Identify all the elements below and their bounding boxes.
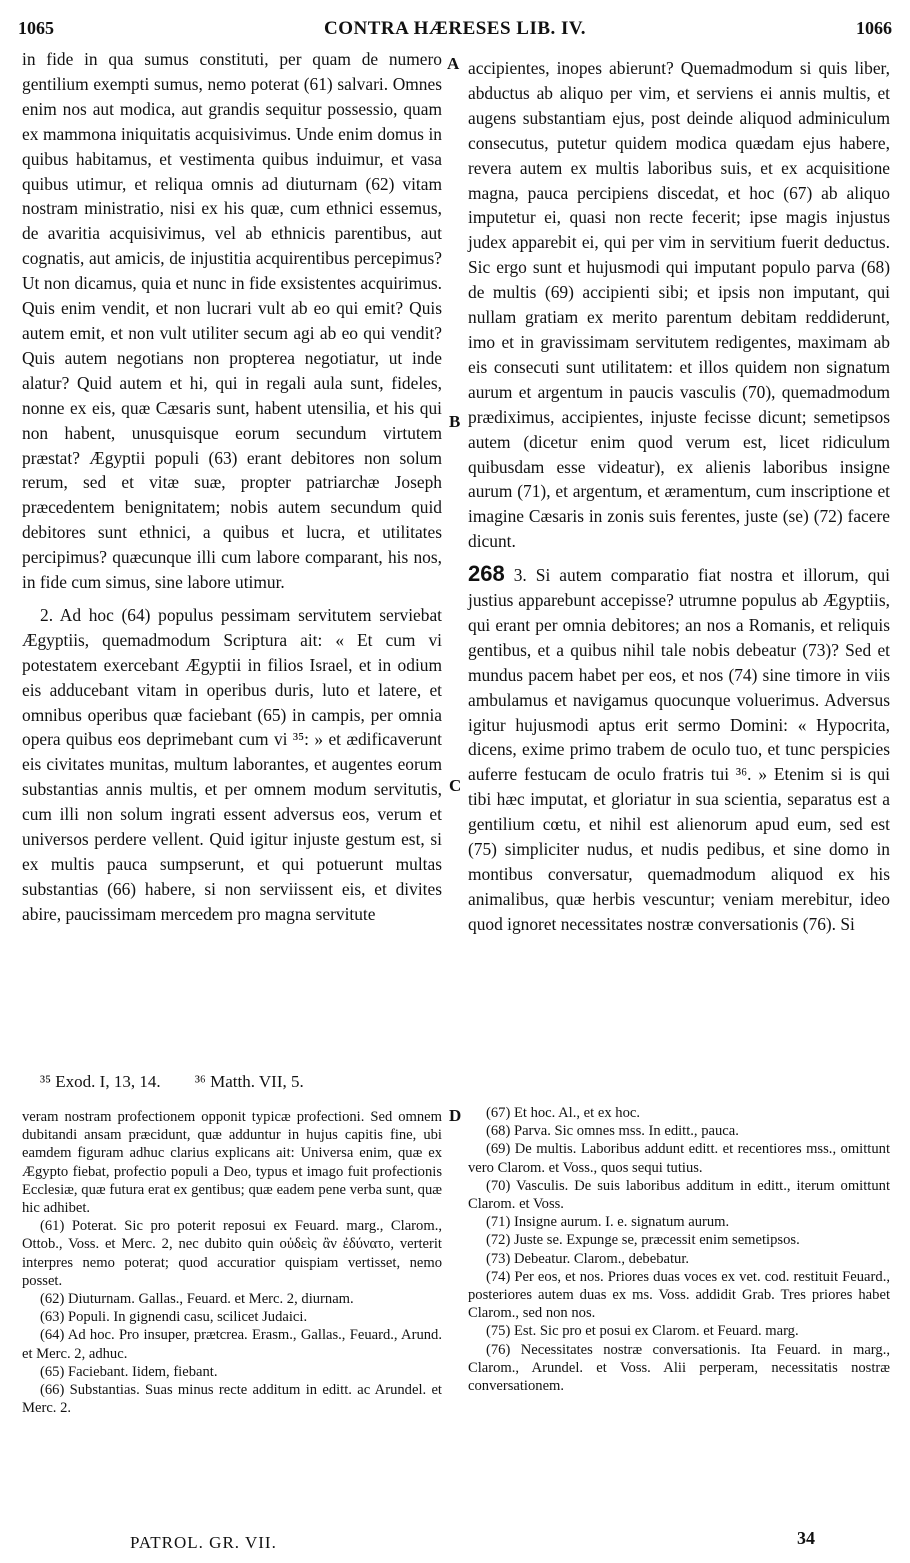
footer-signature-number: 34 bbox=[797, 1528, 815, 1548]
margin-letter-a: A bbox=[447, 54, 460, 73]
note-73: (73) Debeatur. Clarom., debebatur. bbox=[486, 1250, 690, 1267]
note-69: (69) De multis. Laboribus addunt editt. et recentiores mss., omittunt vero Clarom. et Voss., quos sequi tutius. bbox=[468, 1141, 890, 1176]
note-75: (75) Est. Sic pro et posui ex Clarom. et Feuard. marg. bbox=[486, 1323, 799, 1340]
note-65: (65) Faciebant. Iidem, fiebant. bbox=[40, 1363, 218, 1380]
note-continuation: veram nostram profectionem opponit typicæ profectioni. Sed omnem dubitandi ansam præcidunt, quæ adduntur in hujus capitis fine, ubi eamdem figuram adhuc clarius explicans ait: Universa enim, quæ ex Ægypto fiebat, profectio populi a Deo, typus et imago fuit profectionis Ecclesiæ, quæ futura erat ex gentibus; quæ eadem pene verba sunt, quæ hic adhibet. bbox=[22, 1109, 442, 1217]
note-71: (71) Insigne aurum. I. e. signatum aurum. bbox=[486, 1214, 730, 1231]
left-paragraph-2: 2. Ad hoc (64) populus pessimam servitutem serviebat Ægyptiis, quemadmodum Scriptura ait: « Et cum vi potestatem exercebant Ægyptii in filios Israel, et in odium eis adducebant vitam in operibus duris, luto et latere, et omnibus operibus quæ faciebant (65) in campis, per omnia opera quibus eos deprimebant cum vi ³⁵: » et ædificaverunt eis civitates munitas, multum laborantes, et augentes eorum substantias annis multis, et per omnem modum servitutis, cum illi non solum ingrati essent adversus eos, verum et universos perdere vellent. Quid igitur injuste gestum est, si ex multis pauca sumpserunt, et qui potuerunt multas substantias (66) habere, si non serviissent eis, et divites abire, paucissimam mercedem pro magna servitute bbox=[22, 604, 442, 924]
note-61: (61) Poterat. Sic pro poterit reposui ex Feuard. marg., Clarom., Ottob., Voss. et Merc. 2, nec dubito quin οὐδεὶς ἂν ἐδύνατο, verterit interpres nemo poterat; quod accuratior quispiam vertisset, nemo posset. bbox=[22, 1218, 442, 1289]
scripture-ref-36: ³⁶ Matth. VII, 5. bbox=[194, 1072, 304, 1091]
note-67: (67) Et hoc. Al., et ex hoc. bbox=[486, 1105, 641, 1121]
note-76: (76) Necessitates nostræ conversationis. Ita Feuard. in marg., Clarom., Arundel. et Voss. Alii perperam, necessitatis nostræ conversationem. bbox=[468, 1341, 890, 1395]
margin-letter-c: C bbox=[449, 776, 462, 795]
left-text-column bbox=[22, 47, 442, 927]
right-text-column bbox=[468, 56, 890, 937]
note-68: (68) Parva. Sic omnes mss. In editt., pauca. bbox=[486, 1123, 739, 1140]
scripture-references bbox=[40, 1072, 334, 1092]
page-number-right: 1066 bbox=[856, 18, 892, 38]
left-paragraph-1: in fide in qua sumus constituti, per quam de numero gentilium exempti sumus, nemo poterat (61) salvari. Omnes enim nos aut modica, aut grandis sequitur possessio, quam ex mammona iniquitatis acquisivimus. Unde enim domus in quibus habitamus, et vestimenta quibus induimur, et vasa quibus utimur, et reliqua omnis ad diuturnam (62) vitam nostram ministratio, nisi ex his quæ, cum ethnici essemus, de avaritia acquisivimus, vel ab ethnicis parentibus, aut cognatis, aut amicis, de injustitia acquirentibus percepimus? Ut non dicamus, quia et nunc in fide exsistentes acquirimus. Quis enim vendit, et non lucrari vult ab eo qui emit? Quis autem emit, et non vult utiliter secum agi ab eo qui vendit? Quis autem negotians non propterea negotiatur, ut inde alatur? Quid autem et hi, qui in regali aula sunt, fideles, nonne ex eis, quæ Cæsaris sunt, habent utensilia, et his qui non habent, unusquisque eorum secundum virtutem præstat? Ægyptii populi (63) erant debitores non solum rerum, sed et vitæ suæ, propter patriarchæ Joseph præcedentem benignitatem; nobis autem secundum quid debitores sunt ethnici, a quibus et lucra, et utilitates percipimus? quæcunque illi cum labore comparant, his nos, in fide cum simus, sine labore utimur. bbox=[22, 49, 442, 593]
note-63: (63) Populi. In gignendi casu, scilicet Judaici. bbox=[40, 1309, 308, 1326]
footer-series-label: PATROL. GR. VII. bbox=[130, 1533, 277, 1552]
note-62: (62) Diuturnam. Gallas., Feuard. et Merc. 2, diurnam. bbox=[40, 1291, 354, 1308]
note-74: (74) Per eos, et nos. Priores duas voces ex vet. cod. restituit Feuard., posteriores autem duas ex ms. Voss. addidit Grab. Tres priores habet Clarom., sed non nos. bbox=[468, 1268, 890, 1322]
page-header bbox=[18, 18, 892, 46]
margin-letter-d: D bbox=[449, 1106, 462, 1125]
column-number-marker: 268 bbox=[468, 561, 505, 587]
note-70: (70) Vasculis. De suis laboribus additum in editt., iterum omittunt Clarom. et Voss. bbox=[468, 1177, 890, 1213]
margin-letter-b: B bbox=[449, 412, 461, 431]
scripture-ref-35: ³⁵ Exod. I, 13, 14. bbox=[40, 1072, 161, 1091]
notes-right-column bbox=[468, 1104, 890, 1395]
right-paragraph-1: accipientes, inopes abierunt? Quemadmodum si quis liber, abductus ab aliquo per vim, et serviens ei annis multis, et augens substantiam ejus, post deinde aliquod adminiculum consecutus, putetur quidem modica quædam ejus habere, revera autem ex multis laboribus suis, et ex acquisitione magna, pauca percipiens discedat, et hoc (67) ab aliquo imputetur ei, quasi non recte fecerit; ipse magis injustus judex apparebit ei, qui per vim in servitium fuerit deductus. Sic ergo sunt et hujusmodi qui imputant populo parva (68) de multis (69) accipienti sibi; et ipsis non imputant, qui nullam gratiam ex merito parentum debitam reddiderunt, imo et in gravissimam servitutem redigentes, maximam ab eis consecuti sunt utilitatem: et illos quidem non signatum aurum et argentum in paucis vasculis (70), quemadmodum prædiximus, accipientes, injuste fecisse dicunt; semetipsos autem (dicetur enim quod verum est, licet ridiculum quibusdam esse videatur), ex alienis laboribus insigne aurum (71), et argentum, et æramentum, cum inscriptione et imagine Cæsaris in zonis suis ferentes, juste (se) (72) facere dicunt. bbox=[468, 58, 890, 552]
running-title: CONTRA HÆRESES LIB. IV. bbox=[324, 18, 586, 39]
page-number-left: 1065 bbox=[18, 18, 54, 38]
note-66: (66) Substantias. Suas minus recte additum in editt. ac Arundel. et Merc. 2. bbox=[22, 1382, 442, 1417]
notes-left-column bbox=[22, 1108, 442, 1417]
note-72: (72) Juste se. Expunge se, præcessit enim semetipsos. bbox=[486, 1232, 800, 1249]
right-paragraph-2: 3. Si autem comparatio fiat nostra et illorum, qui justius apparebunt accepisse? utrumne populus ab Ægyptiis, qui erant per omnia debitores; an nos a Romanis, et reliquis gentibus, et a quibus nihil tale nobis debeatur (73)? Sed et mundus pacem habet per eos, et nos (74) sine timore in viis ambulamus et navigamus quocunque voluerimus. Adversus igitur hujusmodi aptus erit sermo Domini: « Hypocrita, dicens, exime primo trabem de oculo tuo, et tunc perspicies auferre festucam de oculo fratris tui ³⁶. » Etenim si is qui tibi hæc imputat, et gloriatur in sua scientia, separatus est a gentilium cœtu, et nihil est alienorum apud eum, sed est (75) simpliciter nudus, et nudis pedibus, et sine domo in montibus conversatur, quemadmodum aliquod ex his animalibus, quæ herbis vescuntur; veniam merebitur, ideo quod ignoret necessitates nostræ conversationis (76). Si bbox=[468, 565, 890, 934]
note-64: (64) Ad hoc. Pro insuper, prætcrea. Erasm., Gallas., Feuard., Arund. et Merc. 2, adhuc. bbox=[22, 1327, 442, 1362]
